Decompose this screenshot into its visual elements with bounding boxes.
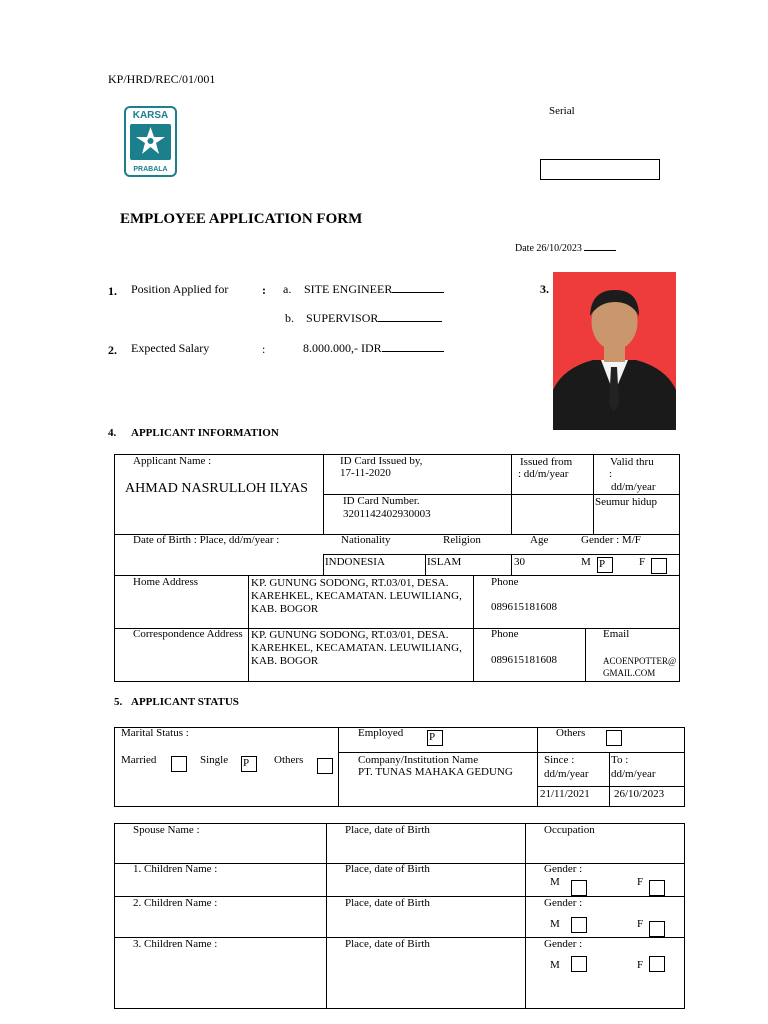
since-value: 21/11/2021 [540,788,590,800]
child-3-gender-f-label: F [637,959,644,971]
form-date: Date 26/10/2023 [515,243,616,254]
salary-value: 8.000.000,- IDR [303,341,444,356]
to-format: dd/m/year [611,768,656,780]
company-label: Company/Institution Name [358,754,479,766]
home-phone-label: Phone [491,576,519,588]
photo-number: 3. [540,282,549,296]
married-checkbox[interactable] [171,756,187,772]
position-a-label: a. [283,282,292,296]
id-issued-value: 17-11-2020 [340,467,391,479]
child-1-dob-label: Place, date of Birth [345,863,430,875]
section4-title: APPLICANT INFORMATION [131,427,279,439]
document-code: KP/HRD/REC/01/001 [108,72,216,86]
logo-top-text: KARSA [132,110,169,121]
child-2-gender-f-label: F [637,918,644,930]
applicant-photo [553,272,676,430]
religion-value: ISLAM [427,556,462,568]
form-title: EMPLOYEE APPLICATION FORM [120,211,363,227]
dob-label: Date of Birth : Place, dd/m/year : [133,534,280,546]
id-number-value: 3201142402930003 [343,508,431,520]
marital-status-label: Marital Status : [121,727,189,739]
section4-number: 4. [108,427,117,439]
age-label: Age [530,534,549,546]
child-1-gender-m-checkbox[interactable] [571,880,587,896]
home-address-label: Home Address [133,576,199,588]
child-2-gender-label: Gender : [544,897,583,909]
child-1-name-label: 1. Children Name : [133,863,218,875]
spouse-name-label: Spouse Name : [133,824,200,836]
single-label: Single [200,754,229,766]
employed-label: Employed [358,727,404,739]
child-3-gender-m-checkbox[interactable] [571,956,587,972]
issued-from-label: Issued from [520,456,573,468]
child-1-gender-f-checkbox[interactable] [649,880,665,896]
age-value: 30 [514,556,525,568]
valid-thru-value: Seumur hidup [595,496,658,508]
section5-title: APPLICANT STATUS [131,696,239,708]
to-value: 26/10/2023 [614,788,665,800]
gender-label: Gender : M/F [581,534,641,546]
since-format: dd/m/year [544,768,589,780]
position-b-value: SUPERVISOR [306,311,442,326]
spouse-occupation-label: Occupation [544,824,595,836]
id-number-label: ID Card Number. [343,495,420,507]
child-1-gender-f-label: F [637,876,644,888]
valid-thru-colon: : [609,468,613,480]
married-label: Married [121,754,157,766]
correspondence-phone-value: 089615181608 [491,654,557,666]
child-1-gender-label: Gender : [544,863,583,875]
position-colon: : [262,283,266,297]
correspondence-address-value: KP. GUNUNG SODONG, RT.03/01, DESA. KAREHKEL, KECAMATAN. LEUWILIANG, KAB. BOGOR [251,629,462,667]
company-value: PT. TUNAS MAHAKA GEDUNG [358,766,513,778]
position-a-value: SITE ENGINEER [304,282,444,297]
serial-label: Serial [549,105,575,117]
employment-others-label: Others [556,727,586,739]
employment-others-checkbox[interactable] [606,730,622,746]
marital-others-checkbox[interactable] [317,758,333,774]
religion-label: Religion [443,534,481,546]
gender-f-checkbox[interactable] [651,558,667,574]
child-3-name-label: 3. Children Name : [133,938,218,950]
child-3-gender-label: Gender : [544,938,583,950]
child-1-gender-m-label: M [550,876,560,888]
valid-thru-format: dd/m/year [611,481,656,493]
home-address-value: KP. GUNUNG SODONG, RT.03/01, DESA. KAREHKEL, KECAMATAN. LEUWILIANG, KAB. BOGOR [251,577,462,615]
email-value: ACOENPOTTER@ GMAIL.COM [603,656,677,678]
position-number: 1. [108,284,117,298]
salary-number: 2. [108,343,117,357]
child-3-gender-f-checkbox[interactable] [649,956,665,972]
salary-colon: : [262,342,266,356]
employed-checkbox[interactable]: P [427,730,443,746]
single-checkbox[interactable]: P [241,756,257,772]
valid-thru-label: Valid thru [610,456,654,468]
child-2-name-label: 2. Children Name : [133,897,218,909]
marital-others-label: Others [274,754,304,766]
correspondence-address-label: Correspondence Address [133,628,243,640]
spouse-dob-label: Place, date of Birth [345,824,430,836]
gender-m-checkbox[interactable]: P [597,557,613,573]
company-logo [124,106,177,177]
home-phone-value: 089615181608 [491,601,557,613]
email-label: Email [603,628,630,640]
position-label: Position Applied for [131,282,229,296]
serial-field[interactable] [540,159,660,180]
position-b-label: b. [285,311,294,325]
correspondence-phone-label: Phone [491,628,519,640]
nationality-value: INDONESIA [325,556,385,568]
child-3-dob-label: Place, date of Birth [345,938,430,950]
gender-m-label: M [581,556,591,568]
star-people-icon [130,124,171,160]
since-label: Since : [544,754,575,766]
salary-label: Expected Salary [131,341,210,355]
gender-f-label: F [639,556,646,568]
logo-bottom-text: PRABALA [133,166,168,173]
issued-from-format: : dd/m/year [518,468,569,480]
to-label: To : [611,754,629,766]
applicant-name-label: Applicant Name : [133,455,212,467]
child-2-gender-m-checkbox[interactable] [571,917,587,933]
child-3-gender-m-label: M [550,959,560,971]
child-2-gender-f-checkbox[interactable] [649,921,665,937]
id-issued-label: ID Card Issued by, [340,455,423,467]
logo-emblem [130,124,171,160]
child-2-dob-label: Place, date of Birth [345,897,430,909]
nationality-label: Nationality [341,534,391,546]
child-2-gender-m-label: M [550,918,560,930]
applicant-name-value: AHMAD NASRULLOH ILYAS [125,481,308,496]
section5-number: 5. [114,696,123,708]
